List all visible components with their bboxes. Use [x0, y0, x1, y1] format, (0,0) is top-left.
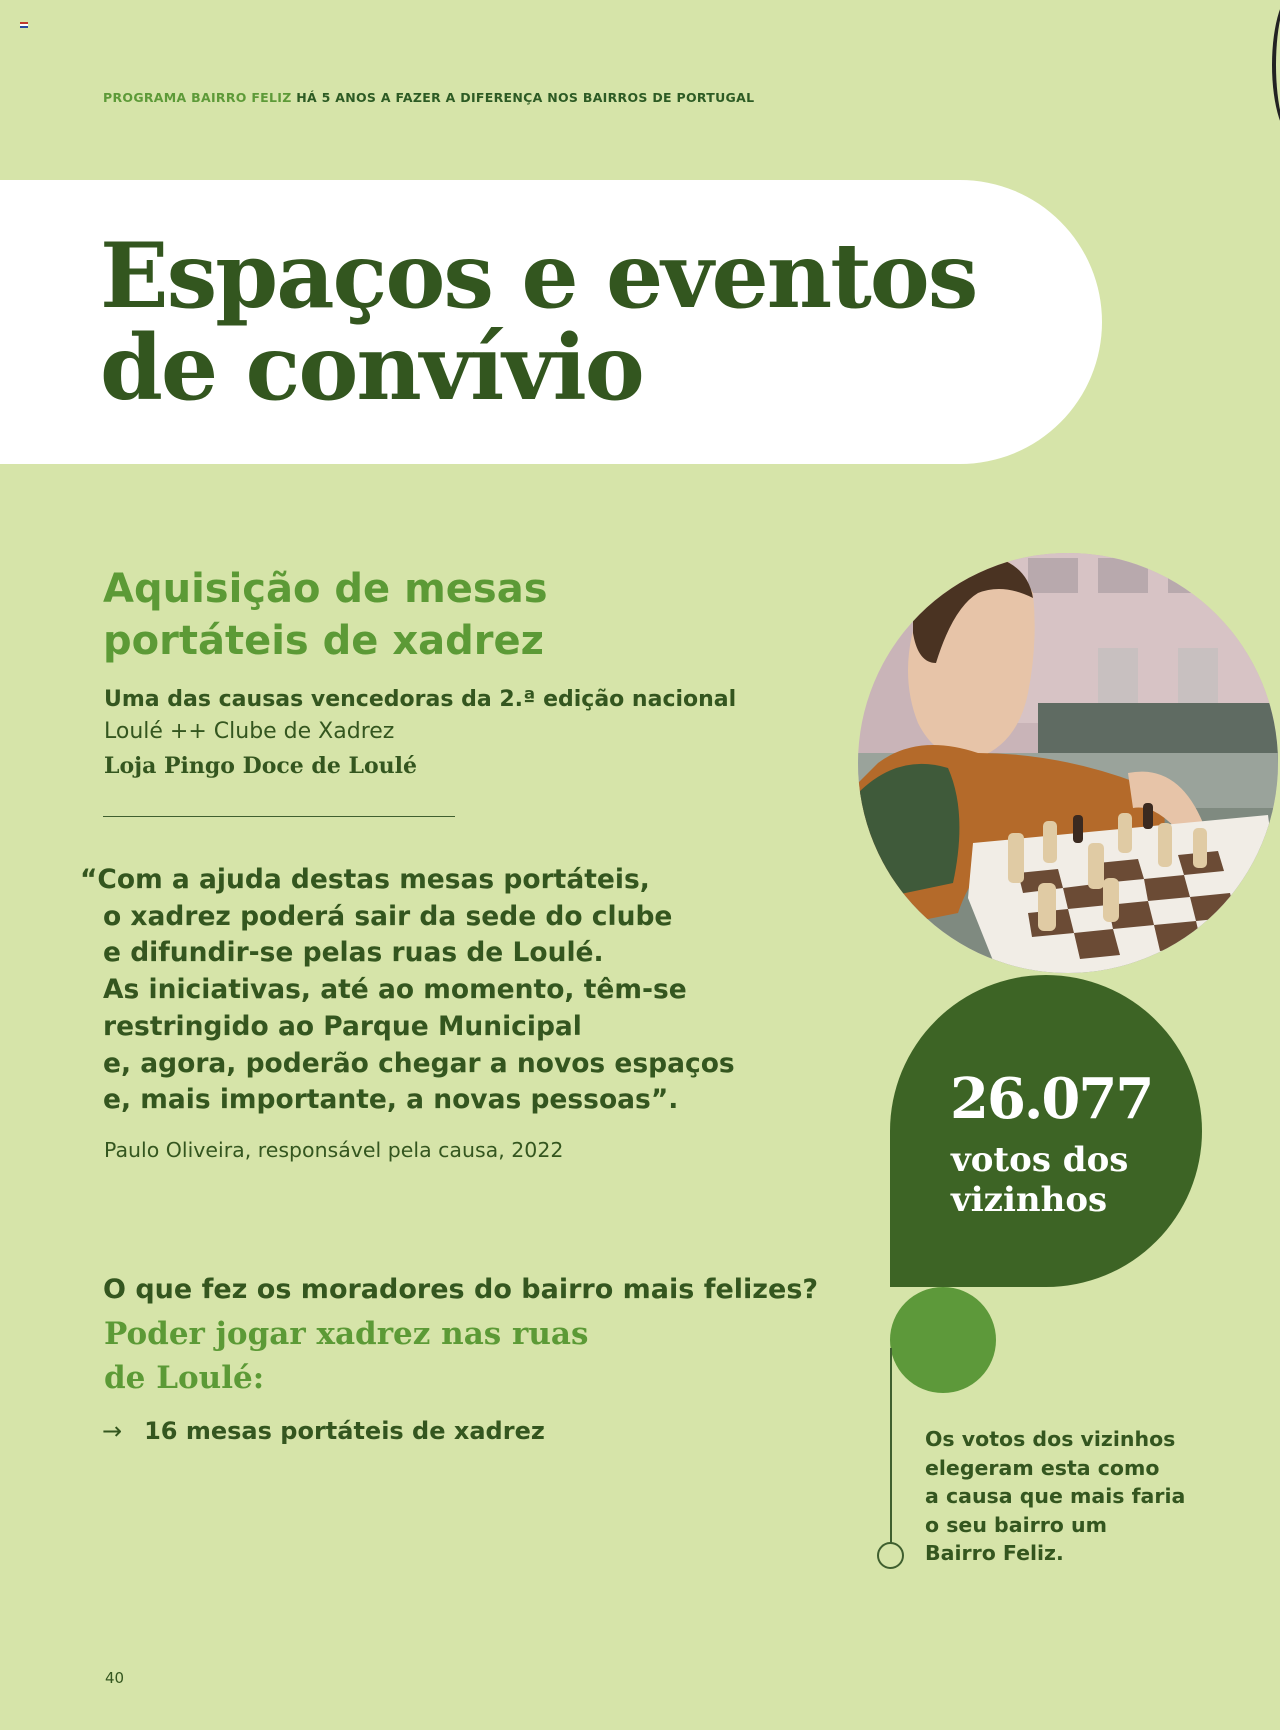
votes-label-line-1: votos dos — [951, 1140, 1129, 1180]
answer-line-2: de Loulé: — [104, 1360, 265, 1396]
cause-store: Loja Pingo Doce de Loulé — [104, 753, 417, 779]
decorative-circle — [890, 1287, 996, 1393]
quote-line: As iniciativas, até ao momento, têm-se — [103, 974, 687, 1006]
cause-meta — [104, 684, 736, 784]
section-heading-line-1: Aquisição de mesas — [103, 566, 548, 612]
page-kicker — [103, 90, 754, 105]
quote-line: e difundir-se pelas ruas de Loulé. — [103, 937, 604, 969]
page-number: 40 — [105, 1669, 125, 1687]
result-text: 16 mesas portáteis de xadrez — [144, 1417, 545, 1445]
quote-line: o xadrez poderá sair da sede do clube — [103, 900, 673, 932]
quote-line: “Com a ajuda destas mesas portáteis, — [80, 864, 650, 895]
testimonial-quote — [80, 862, 735, 1119]
side-note-line: a causa que mais faria — [925, 1484, 1186, 1508]
quote-line: e, mais importante, a novas pessoas”. — [103, 1084, 679, 1116]
cause-edition: Uma das causas vencedoras da 2.ª edição nacional — [104, 687, 737, 712]
side-note-line: o seu bairro um — [925, 1512, 1107, 1537]
page-edge-curve — [1272, 0, 1280, 140]
votes-label — [951, 1140, 1128, 1220]
section-heading — [103, 563, 548, 667]
divider — [103, 816, 455, 817]
title-line-2: de convívio — [100, 315, 643, 421]
happiness-question: O que fez os moradores do bairro mais felizes? — [103, 1274, 819, 1305]
timeline-line — [890, 1348, 892, 1544]
cause-club: Loulé ++ Clube de Xadrez — [104, 719, 395, 744]
happiness-answer — [104, 1312, 588, 1400]
flag-icon — [20, 22, 28, 28]
timeline-end-circle-icon — [877, 1542, 904, 1569]
title-line-1: Espaços e eventos — [100, 223, 977, 329]
page-title — [100, 223, 977, 421]
votes-count: 26.077 — [950, 1066, 1153, 1132]
quote-attribution: Paulo Oliveira, responsável pela causa, 2022 — [104, 1138, 564, 1162]
quote-line: e, agora, poderão chegar a novos espaços — [103, 1047, 735, 1079]
kicker-rest: HÁ 5 ANOS A FAZER A DIFERENÇA NOS BAIRROS DE PORTUGAL — [291, 90, 755, 105]
side-note-line: Bairro Feliz. — [925, 1541, 1064, 1565]
arrow-right-icon: → — [102, 1417, 123, 1445]
kicker-accent: PROGRAMA BAIRRO FELIZ — [103, 90, 292, 105]
result-list-item — [102, 1417, 545, 1445]
quote-line: restringido ao Parque Municipal — [103, 1010, 582, 1042]
votes-label-line-2: vizinhos — [951, 1180, 1108, 1220]
answer-line-1: Poder jogar xadrez nas ruas — [104, 1316, 589, 1352]
child-playing-chess-photo — [858, 553, 1278, 973]
section-heading-line-2: portáteis de xadrez — [103, 618, 544, 664]
side-note — [925, 1425, 1185, 1568]
side-note-line: elegeram esta como — [925, 1455, 1160, 1480]
side-note-line: Os votos dos vizinhos — [925, 1427, 1176, 1451]
